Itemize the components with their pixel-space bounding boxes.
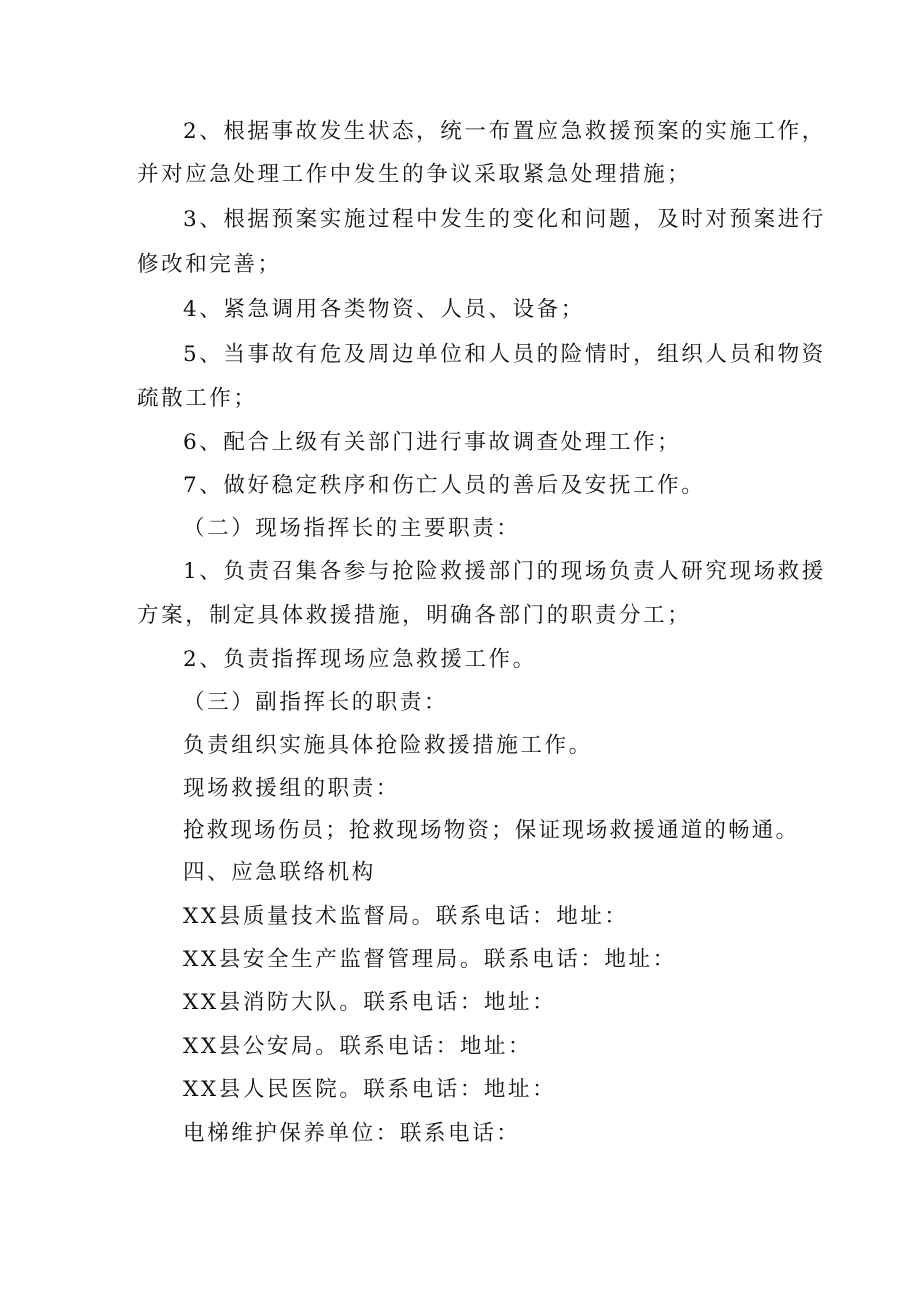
contact-line-3: XX县消防大队。联系电话：地址： [183,990,557,1015]
paragraph-line-8: 6、配合上级有关部门进行事故调查处理工作； [183,430,682,455]
paragraph-line-4: 修改和完善； [137,252,282,277]
section-heading-2: （二）现场指挥长的主要职责： [183,516,521,541]
contact-line-2: XX县安全生产监督管理局。联系电话：地址： [183,947,677,972]
contact-line-4: XX县公安局。联系电话：地址： [183,1034,533,1059]
paragraph-line-7: 疏散工作； [137,386,258,411]
contact-line-5: XX县人民医院。联系电话：地址： [183,1077,557,1102]
paragraph-line-14: 现场救援组的职责： [183,776,400,801]
paragraph-line-12: 2、负责指挥现场应急救援工作。 [183,647,537,672]
paragraph-line-10: 1、负责召集各参与抢险救援部门的现场负责人研究现场救援 [183,559,826,584]
section-heading-3: （三）副指挥长的职责： [183,690,449,715]
paragraph-line-6: 5、当事故有危及周边单位和人员的险情时，组织人员和物资 [183,342,826,367]
contact-line-1: XX县质量技术监督局。联系电话：地址： [183,904,629,929]
paragraph-line-9: 7、做好稳定秩序和伤亡人员的善后及安抚工作。 [183,473,706,498]
paragraph-line-5: 4、紧急调用各类物资、人员、设备； [183,297,585,322]
paragraph-line-11: 方案，制定具体救援措施，明确各部门的职责分工； [137,603,692,628]
paragraph-line-15: 抢救现场伤员；抢救现场物资；保证现场救援通道的畅通。 [183,818,800,843]
paragraph-line-3: 3、根据预案实施过程中发生的变化和问题，及时对预案进行 [183,207,826,232]
contact-line-6: 电梯维护保养单位：联系电话： [183,1121,521,1146]
paragraph-line-2: 并对应急处理工作中发生的争议采取紧急处理措施； [137,162,692,187]
paragraph-line-13: 负责组织实施具体抢险救援措施工作。 [183,733,593,758]
section-heading-4: 四、应急联络机构 [183,860,376,885]
paragraph-line-1: 2、根据事故发生状态，统一布置应急救援预案的实施工作， [183,119,826,144]
